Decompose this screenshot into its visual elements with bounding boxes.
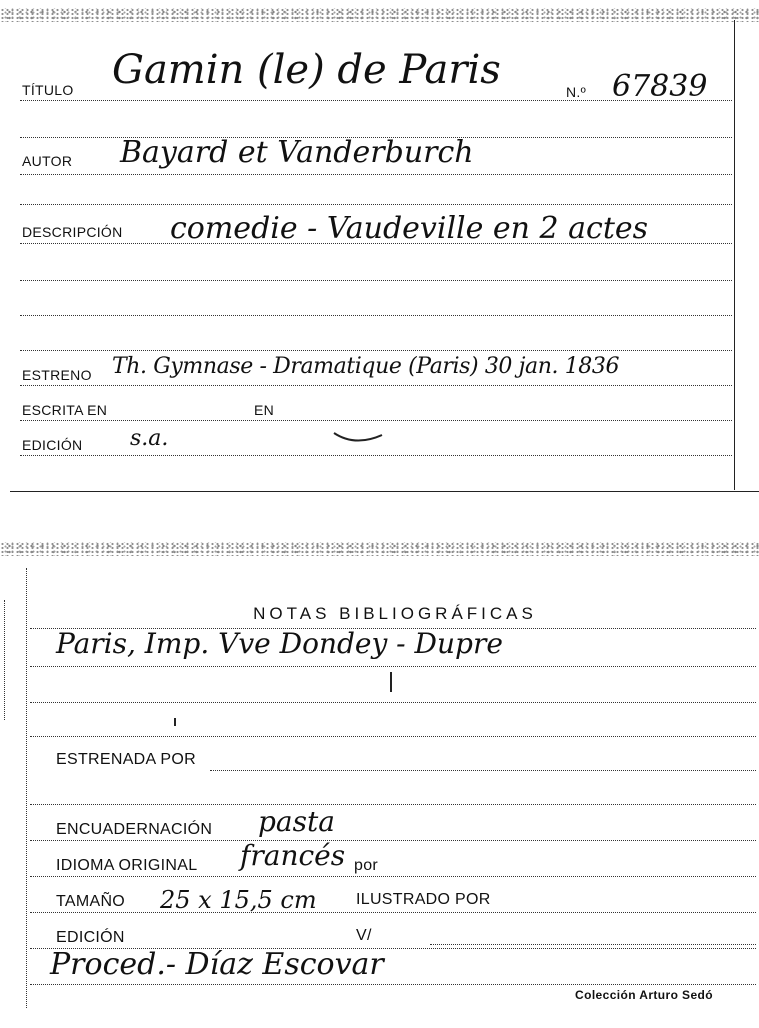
ruled-line [20,315,732,316]
ruled-line [20,420,732,421]
premiere-value: Th. Gymnase - Dramatique (Paris) 30 jan. 1836 [112,354,620,379]
ruled-line [30,736,756,737]
author-label: AUTOR [22,153,73,169]
volume-label: V/ [356,927,372,944]
ruled-line [20,204,732,205]
card-right-border [734,20,735,490]
ruled-line [20,280,732,281]
ruled-line [30,804,756,805]
description-label: DESCRIPCIÓN [22,224,123,240]
card-left-border [26,568,27,1008]
bibliographic-notes-heading: NOTAS BIBLIOGRÁFICAS [253,604,537,623]
ruled-line [30,912,756,913]
original-language-value: francés [240,839,346,872]
ruled-line [430,944,756,945]
binding-value: pasta [258,805,335,838]
edition-label: EDICIÓN [22,437,83,453]
edition-label: EDICIÓN [56,929,125,946]
catalog-card-top [0,0,759,500]
ruled-line [210,770,756,771]
card-edge-texture [0,542,759,556]
ruled-line [20,174,732,175]
ruled-line [30,876,756,877]
collection-label: Colección Arturo Sedó [575,988,713,1002]
ruled-line [30,666,756,667]
card-bottom-edge [10,491,759,492]
number-value: 67839 [612,69,708,104]
ruled-line [30,702,756,703]
illustrated-by-label: ILUSTRADO POR [356,891,491,908]
size-value: 25 x 15,5 cm [160,886,317,914]
pen-tick-mark [170,716,180,730]
pen-tick-mark [386,670,396,696]
in-label: EN [254,402,275,418]
ruled-line [20,455,732,456]
premiered-by-label: ESTRENADA POR [56,751,196,768]
title-label: TÍTULO [22,82,74,98]
catalog-card-bottom [0,540,759,1028]
pen-stroke-mark [330,425,390,445]
binding-label: ENCUADERNACIÓN [56,821,213,838]
title-value: Gamin (le) de Paris [112,47,501,93]
written-in-label: ESCRITA EN [22,402,108,418]
edition-value: s.a. [130,426,169,451]
provenance-value: Proced.- Díaz Escovar [50,947,384,982]
card-edge-texture [0,8,759,22]
original-language-label: IDIOMA ORIGINAL [56,857,198,874]
size-label: TAMAÑO [56,893,126,910]
description-value: comedie - Vaudeville en 2 actes [170,211,649,246]
ruled-line [20,385,732,386]
premiere-label: ESTRENO [22,367,92,383]
by-label: por [354,857,379,874]
ruled-line [20,350,732,351]
bibliographic-notes-value: Paris, Imp. Vve Dondey - Dupre [56,627,503,660]
ruled-line [30,984,756,985]
author-value: Bayard et Vanderburch [120,135,474,170]
number-label: N.º [566,84,587,100]
ruled-line [30,840,756,841]
